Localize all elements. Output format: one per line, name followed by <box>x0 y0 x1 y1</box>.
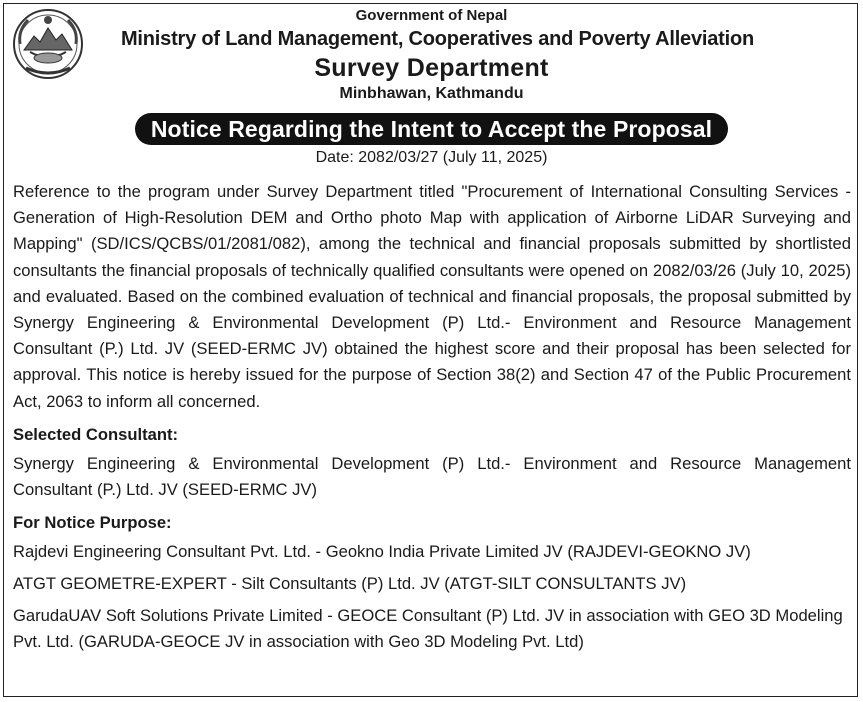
notice-purpose-item: ATGT GEOMETRE-EXPERT - Silt Consultants (P) Ltd. JV (ATGT-SILT CONSULTANTS JV) <box>13 573 687 593</box>
selected-consultant-text: Synergy Engineering & Environmental Development (P) Ltd.- Environment and Resource Management Consultant (P.) Ltd. JV (SEED-ERMC JV) <box>13 453 851 499</box>
government-name: Government of Nepal <box>355 7 508 24</box>
ministry-name: Ministry of Land Management, Cooperatives and Poverty Alleviation <box>120 28 755 50</box>
notice-purpose-item: Rajdevi Engineering Consultant Pvt. Ltd. - Geokno India Private Limited JV (RAJDEVI-GEOKNO JV) <box>13 541 751 561</box>
notice-title-bar <box>0 113 863 145</box>
notice-purpose-heading: For Notice Purpose: <box>13 512 172 532</box>
notice-date: Date: 2082/03/27 (July 11, 2025) <box>315 149 548 166</box>
notice-body <box>13 179 851 655</box>
notice-paragraph: Reference to the program under Survey Department titled "Procurement of International Consulting Services -Generation of High-Resolution DEM and Ortho photo Map with application of Airborne LiDAR Surveying and Mapping" (SD/ICS/QCBS/01/2081/082), among the technical and financial proposals submitted by shortlisted consultants the financial proposals of technically qualified consultants were opened on 2082/03/26 (July 10, 2025) and evaluated. Based on the combined evaluation of technical and financial proposals, the proposal submitted by Synergy Engineering & Environmental Development (P) Ltd.- Environment and Resource Management Consultant (P.) Ltd. JV (SEED-ERMC JV) obtained the highest score and their proposal has been selected for approval. This notice is hereby issued for the purpose of Section 38(2) and Section 47 of the Public Procurement Act, 2063 to inform all concerned. <box>13 182 851 411</box>
letterhead <box>0 6 863 104</box>
department-name: Survey Department <box>314 54 549 82</box>
notice-purpose-item: GarudaUAV Soft Solutions Private Limited - GEOCE Consultant (P) Ltd. JV in association with GEO 3D Modeling Pvt. Ltd. (GARUDA-GEOCE JV in association with Geo 3D Modeling Pvt. Ltd) <box>13 605 843 651</box>
selected-consultant-heading: Selected Consultant: <box>13 424 179 444</box>
notice-title: Notice Regarding the Intent to Accept the Proposal <box>135 113 728 145</box>
department-location: Minbhawan, Kathmandu <box>339 85 524 102</box>
